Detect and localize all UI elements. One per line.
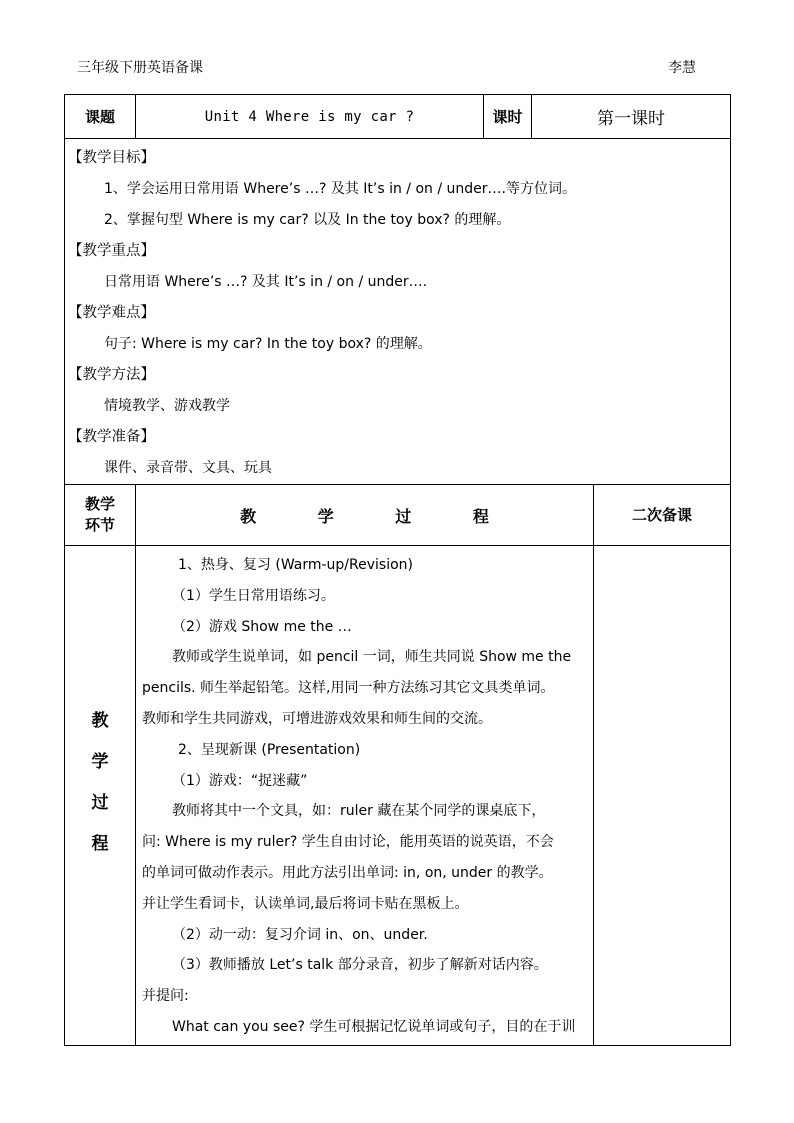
stage-char: 学 bbox=[91, 752, 109, 772]
process-line: （2）动一动：复习介词 in、on、under. bbox=[172, 926, 428, 943]
process-line: What can you see? 学生可根据记忆说单词或句子，目的在于训 bbox=[172, 1018, 576, 1035]
process-line: 1、热身、复习 (Warm-up/Revision) bbox=[178, 557, 413, 573]
process-line: pencils. 师生举起铅笔。这样,用同一种方法练习其它文具类单词。 bbox=[142, 680, 555, 697]
stage-char: 过 bbox=[91, 793, 109, 813]
objective-1: 1、学会运用日常用语 Where’s …? 及其 It’s in / on / under….等方位词。 bbox=[104, 181, 576, 197]
second-prep-cell bbox=[594, 546, 731, 1046]
lesson-title: Unit 4 Where is my car ? bbox=[136, 95, 484, 139]
process-content bbox=[136, 546, 594, 1046]
process-line: 教师和学生共同游戏，可增进游戏效果和师生间的交流。 bbox=[142, 710, 492, 727]
stage-char: 程 bbox=[91, 834, 109, 854]
difficult-points-text: 句子: Where is my car? In the toy box? 的理解。 bbox=[104, 336, 432, 352]
process-header bbox=[136, 485, 594, 546]
stage-cell bbox=[65, 546, 136, 1046]
stage-header bbox=[65, 485, 136, 546]
process-line: 2、呈现新课 (Presentation) bbox=[178, 741, 361, 758]
process-line: （2）游戏 Show me the … bbox=[172, 618, 352, 635]
period-value: 第一课时 bbox=[532, 95, 731, 139]
subject-label: 课题 bbox=[65, 95, 136, 139]
process-row bbox=[65, 546, 731, 1046]
process-header-char: 过 bbox=[395, 506, 412, 526]
goals-row bbox=[65, 139, 731, 485]
objective-2: 2、掌握句型 Where is my car? 以及 In the toy box? 的理解。 bbox=[104, 212, 511, 228]
key-points-text: 日常用语 Where’s …? 及其 It’s in / on / under…. bbox=[104, 274, 428, 290]
process-header-char: 程 bbox=[472, 506, 489, 526]
header-teacher-name: 李慧 bbox=[668, 60, 696, 76]
preparation-text: 课件、录音带、文具、玩具 bbox=[104, 460, 272, 476]
process-line: （1）游戏：“捉迷藏” bbox=[172, 772, 308, 789]
key-points-heading: 【教学重点】 bbox=[68, 243, 155, 259]
stage-header-line-1: 教学 bbox=[84, 495, 115, 513]
methods-heading: 【教学方法】 bbox=[68, 367, 155, 383]
process-header-char: 教 bbox=[240, 506, 257, 526]
methods-text: 情境教学、游戏教学 bbox=[104, 398, 230, 414]
preparation-heading: 【教学准备】 bbox=[68, 429, 155, 445]
process-line: 问: Where is my ruler? 学生自由讨论，能用英语的说英语，不会 bbox=[142, 834, 554, 851]
header-course-title: 三年级下册英语备课 bbox=[77, 60, 203, 76]
second-prep-header: 二次备课 bbox=[594, 485, 731, 546]
process-line: 并让学生看词卡，认读单词,最后将词卡贴在黑板上。 bbox=[142, 895, 469, 912]
period-label: 课时 bbox=[484, 95, 532, 139]
process-line: 的单词可做动作表示。用此方法引出单词: in, on, under 的教学。 bbox=[142, 864, 553, 881]
goals-cell bbox=[65, 139, 731, 485]
objectives-heading: 【教学目标】 bbox=[68, 150, 155, 166]
stage-header-line-2: 环节 bbox=[84, 516, 115, 534]
process-header-row bbox=[65, 485, 731, 546]
process-line: 并提问: bbox=[142, 988, 189, 1005]
process-line: 教师或学生说单词，如 pencil 一词，师生共同说 Show me the bbox=[172, 649, 572, 666]
difficult-points-heading: 【教学难点】 bbox=[68, 305, 155, 321]
lesson-plan-table bbox=[64, 94, 731, 1046]
process-line: （1）学生日常用语练习。 bbox=[172, 587, 335, 604]
process-header-char: 学 bbox=[317, 506, 334, 526]
stage-char: 教 bbox=[91, 711, 109, 731]
title-row bbox=[65, 95, 731, 139]
process-line: （3）教师播放 Let’s talk 部分录音，初步了解新对话内容。 bbox=[172, 957, 548, 974]
process-line: 教师将其中一个文具，如：ruler 藏在某个同学的课桌底下， bbox=[172, 803, 546, 820]
